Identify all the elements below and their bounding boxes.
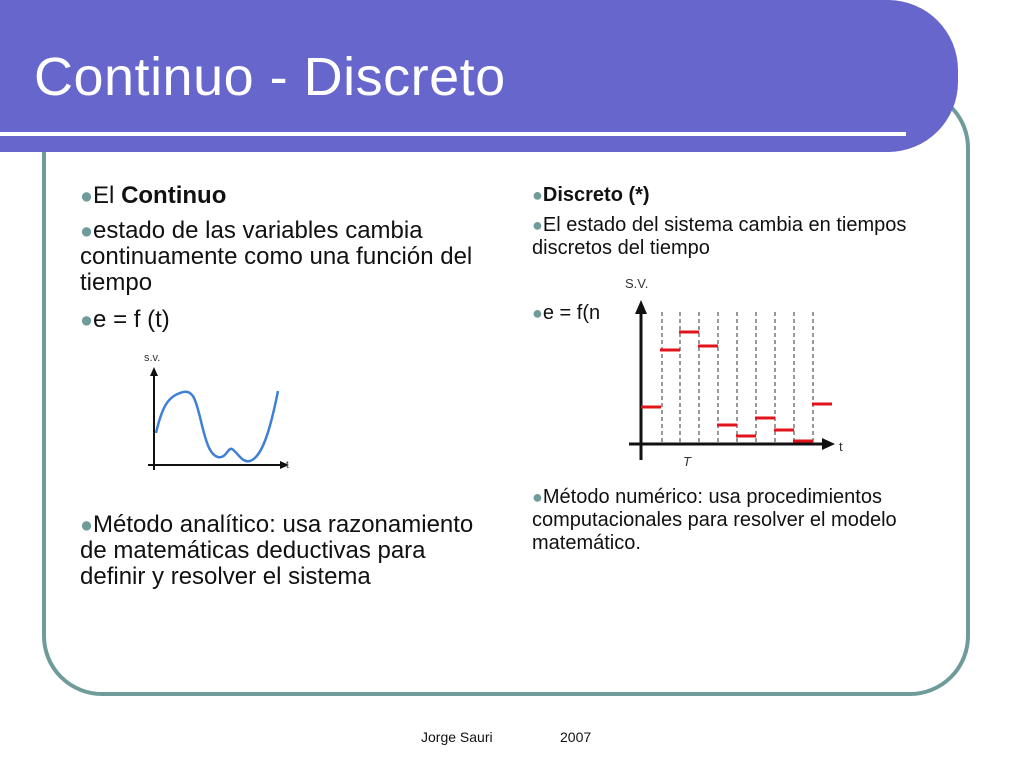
- continuous-curve: [156, 391, 278, 461]
- right-bullet-3-text: e = f(n: [542, 302, 601, 324]
- bullet-dot: ●: [80, 307, 94, 332]
- y-axis-arrow: [150, 367, 158, 376]
- slide-title: Continuo - Discreto: [34, 47, 506, 107]
- title-underline: [0, 132, 906, 136]
- left-bullet-4: [80, 512, 480, 590]
- y-axis-label: s.v.: [144, 352, 161, 364]
- right-bullet-4-text: Método numérico: usa procedimientos computacionales para resolver el modelo matemático.: [532, 486, 897, 554]
- continuous-graph: [138, 345, 308, 480]
- bullet-dot: ●: [532, 487, 543, 507]
- bullet-dot: ●: [532, 303, 543, 323]
- y-axis-arrow: [635, 300, 647, 314]
- left-bullet-3-text: e = f (t): [93, 306, 170, 333]
- x-axis-arrow: [822, 438, 835, 450]
- left-bullet-4-text: Método analítico: usa razonamiento de matemáticas deductivas para definir y resolver el sistema: [80, 511, 474, 590]
- x-axis-label: t: [839, 439, 843, 454]
- y-axis-label: S.V.: [625, 276, 649, 291]
- footer-author: Jorge Sauri: [421, 729, 493, 745]
- right-bullet-2: [532, 214, 932, 260]
- left-bullet-2: [80, 218, 500, 296]
- bullet-dot: ●: [532, 185, 543, 205]
- title-bar: [0, 0, 958, 152]
- period-label: T: [683, 454, 691, 469]
- x-axis-label: t: [286, 460, 289, 471]
- discrete-graph: [615, 270, 855, 470]
- right-bullet-1-bold: Discreto (*): [542, 184, 650, 206]
- bullet-dot: ●: [80, 183, 94, 208]
- right-bullet-2-text: El estado del sistema cambia en tiempos discretos del tiempo: [532, 214, 907, 259]
- right-bullet-4: [532, 486, 952, 555]
- left-bullet-1-bold: Continuo: [121, 182, 227, 209]
- left-bullet-2-text: estado de las variables cambia continuamente como una función del tiempo: [80, 217, 473, 296]
- right-bullet-1: [532, 184, 650, 207]
- bullet-dot: ●: [80, 218, 94, 243]
- left-bullet-1-prefix: El: [93, 182, 122, 209]
- right-bullet-3: [532, 302, 600, 325]
- bullet-dot: ●: [532, 215, 543, 235]
- left-bullet-3: [80, 307, 170, 333]
- bullet-dot: ●: [80, 512, 94, 537]
- left-bullet-1: [80, 183, 226, 209]
- footer-year: 2007: [560, 729, 592, 745]
